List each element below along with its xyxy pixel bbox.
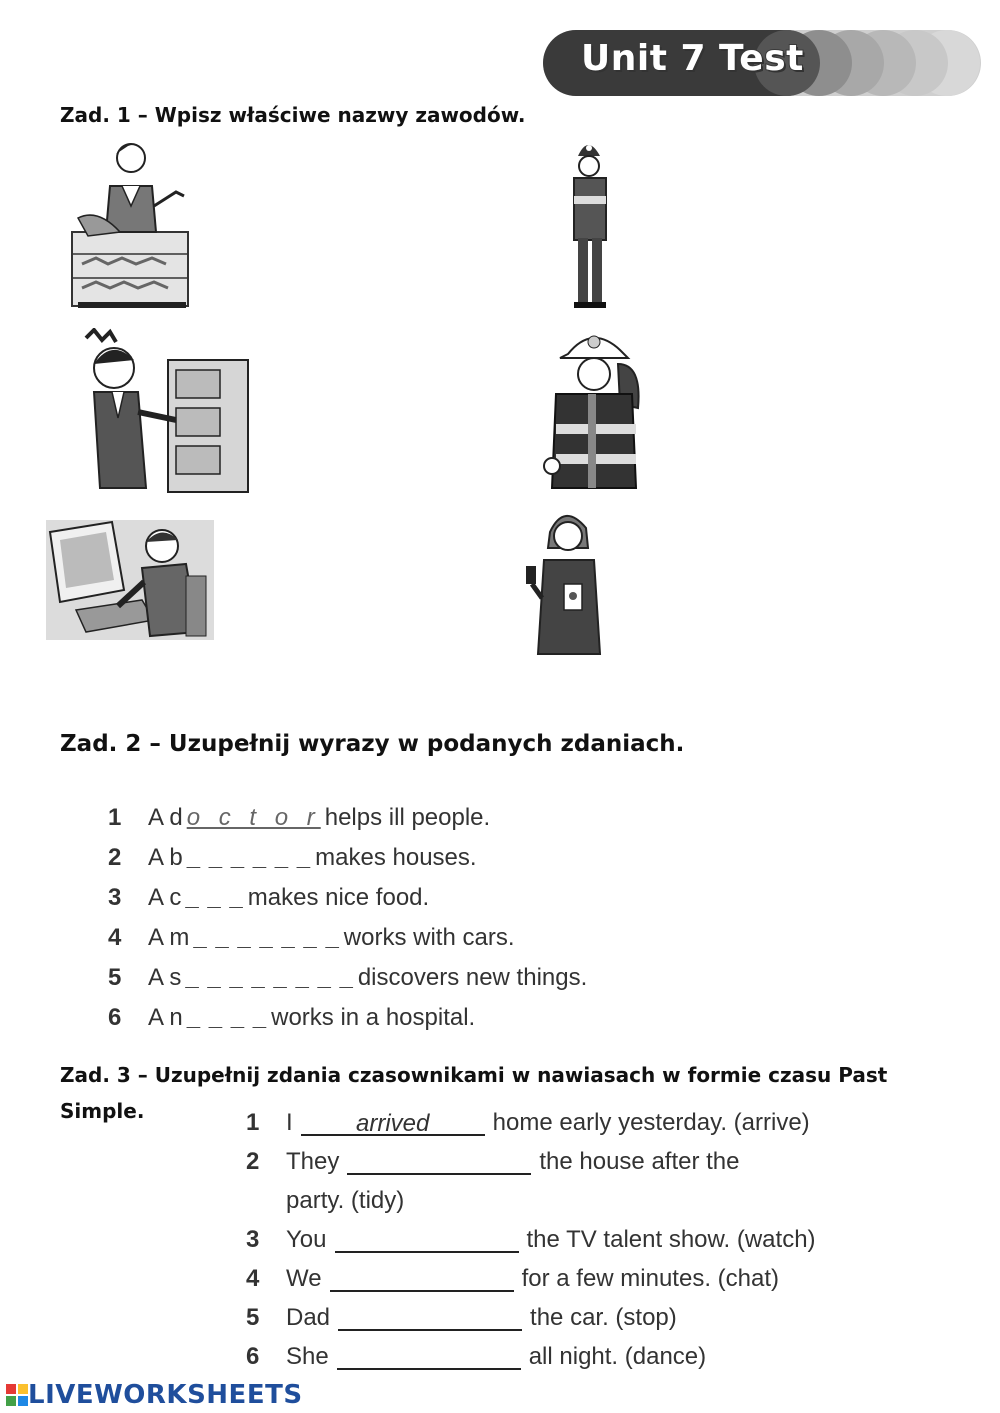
item-end: all night. (dance): [528, 1342, 707, 1370]
item-number: 5: [246, 1303, 260, 1331]
answer-line[interactable]: [347, 1149, 531, 1175]
unit-title: Unit 7 Test: [581, 38, 804, 79]
answer-blank[interactable]: _ _ _ _ _ _ _ _: [185, 964, 354, 991]
brand-name: LIVEWORKSHEETS: [28, 1380, 303, 1410]
example-answer: o c t o r: [186, 804, 321, 831]
item-end: works in a hospital.: [271, 1004, 476, 1031]
answer-blank[interactable]: _ _ _ _ _ _ _: [193, 924, 340, 951]
item-end: the TV talent show. (watch): [526, 1225, 816, 1253]
item-start: A c: [148, 884, 182, 911]
task3-item: [246, 1220, 816, 1259]
task2-item: [108, 918, 587, 958]
item-start: You: [286, 1225, 327, 1253]
item-start: Dad: [286, 1303, 331, 1331]
item-number: 1: [108, 804, 122, 831]
item-start: A d: [148, 804, 183, 831]
task2-list: [108, 798, 587, 1038]
task2-item: [108, 958, 587, 998]
item-start: party. (tidy): [286, 1186, 405, 1214]
reporter-picture: [524, 508, 606, 656]
item-number: 3: [108, 884, 122, 911]
item-end: the house after the: [539, 1147, 740, 1175]
task2-item: [108, 838, 587, 878]
item-end: discovers new things.: [357, 964, 588, 991]
task3-item: [246, 1103, 816, 1142]
footer-logo[interactable]: [6, 1380, 303, 1410]
programmer-picture: [46, 520, 214, 640]
answer-line[interactable]: [330, 1266, 514, 1292]
task3-heading: Zad. 3 – Uzupełnij zdania czasownikami w nawiasach w formie czasu Past Simple.: [60, 1063, 888, 1123]
item-end: makes nice food.: [247, 884, 430, 911]
answer-line[interactable]: arrived: [301, 1110, 485, 1136]
answer-blank[interactable]: _ _ _: [185, 884, 244, 911]
item-start: A m: [148, 924, 190, 951]
item-start: We: [286, 1264, 322, 1292]
liveworksheets-logo-icon: [6, 1384, 28, 1406]
answer-line[interactable]: [335, 1227, 519, 1253]
unit-title-banner: [543, 28, 981, 98]
task3-list: [246, 1103, 816, 1376]
item-start: A s: [148, 964, 182, 991]
task3-item: [246, 1142, 816, 1181]
answer-line[interactable]: [338, 1305, 522, 1331]
item-start: She: [286, 1342, 329, 1370]
item-number: 1: [246, 1108, 260, 1136]
task2-item: [108, 998, 587, 1038]
task3-item: [246, 1337, 816, 1376]
item-start: A n: [148, 1004, 183, 1031]
secretary-picture: [72, 328, 250, 494]
firefighter-picture: [540, 324, 648, 492]
task2-item: [108, 878, 587, 918]
task2-item: [108, 798, 587, 838]
item-end: helps ill people.: [324, 804, 491, 831]
item-end: the car. (stop): [530, 1303, 677, 1331]
item-end: for a few minutes. (chat): [521, 1264, 780, 1292]
item-number: 4: [108, 924, 122, 951]
item-number: 6: [246, 1342, 260, 1370]
item-end: works with cars.: [343, 924, 515, 951]
item-number: 3: [246, 1225, 260, 1253]
task3-item-continuation: [246, 1181, 816, 1220]
task2-heading: Zad. 2 – Uzupełnij wyrazy w podanych zdaniach.: [60, 731, 685, 757]
item-start: A b: [148, 844, 183, 871]
item-end: home early yesterday. (arrive): [492, 1108, 810, 1136]
answer-blank[interactable]: _ _ _ _ _ _: [186, 844, 312, 871]
item-end: makes houses.: [315, 844, 477, 871]
item-number: 2: [108, 844, 122, 871]
task3-item: [246, 1259, 816, 1298]
task3-item: [246, 1298, 816, 1337]
item-number: 6: [108, 1004, 122, 1031]
item-number: 4: [246, 1264, 260, 1292]
item-start: They: [286, 1147, 340, 1175]
item-number: 2: [246, 1147, 260, 1175]
item-start: I: [286, 1108, 293, 1136]
police-officer-picture: [566, 138, 616, 310]
answer-blank[interactable]: _ _ _ _: [186, 1004, 268, 1031]
shop-assistant-picture: [68, 136, 192, 312]
task1-heading: Zad. 1 – Wpisz właściwe nazwy zawodów.: [60, 103, 526, 127]
answer-line[interactable]: [337, 1344, 521, 1370]
item-number: 5: [108, 964, 122, 991]
